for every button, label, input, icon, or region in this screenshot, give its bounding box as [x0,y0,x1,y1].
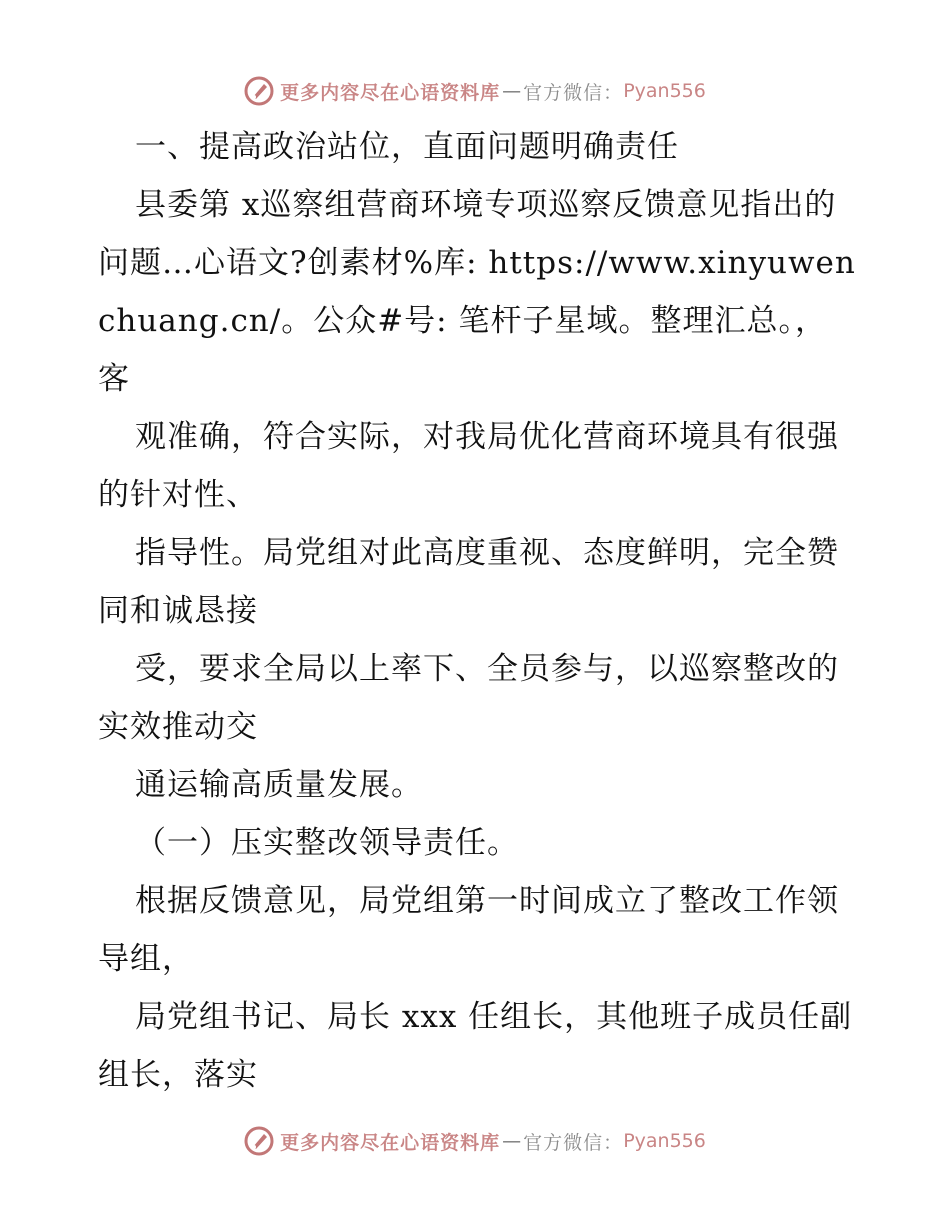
document-body [98,118,856,1104]
body-paragraph: 通运输高质量发展。 [135,767,423,803]
body-paragraph: 县委第 x巡察组营商环境专项巡察反馈意见指出的问题…心语文?创素材%库: https://www.xinyuwenchuang.cn/。公众#号: 笔杆子星域。整理汇总。，客 [98,187,856,397]
body-paragraph: 局党组书记、局长 xxx 任组长，其他班子成员任副组长，落实 [98,999,853,1093]
body-paragraph: 根据反馈意见，局党组第一时间成立了整改工作领导组， [98,883,839,977]
header-banner [0,71,950,111]
body-paragraph: 指导性。局党组对此高度重视、态度鲜明，完全赞同和诚恳接 [98,535,839,629]
body-paragraph: 观准确，符合实际，对我局优化营商环境具有很强的针对性、 [98,419,839,513]
banner-wechat-id: Pyan556 [623,80,706,102]
banner-separator: — [502,80,522,102]
subsection-heading: （一）压实整改领导责任。 [135,825,519,861]
banner-wechat-label: 官方微信： [523,81,624,104]
body-paragraph: 受，要求全局以上率下、全员参与，以巡察整改的实效推动交 [98,651,839,745]
section-heading: 一、提高政治站位，直面问题明确责任 [135,129,679,165]
banner-wechat-id: Pyan556 [623,1130,706,1152]
footer-banner [0,1121,950,1161]
banner-wechat-label: 官方微信： [523,1131,624,1154]
pen-logo-icon [244,76,274,106]
banner-slogan: 更多内容尽在心语资料库 [280,81,501,104]
pen-logo-icon [244,1126,274,1156]
banner-slogan: 更多内容尽在心语资料库 [280,1131,501,1154]
banner-separator: — [502,1130,522,1152]
